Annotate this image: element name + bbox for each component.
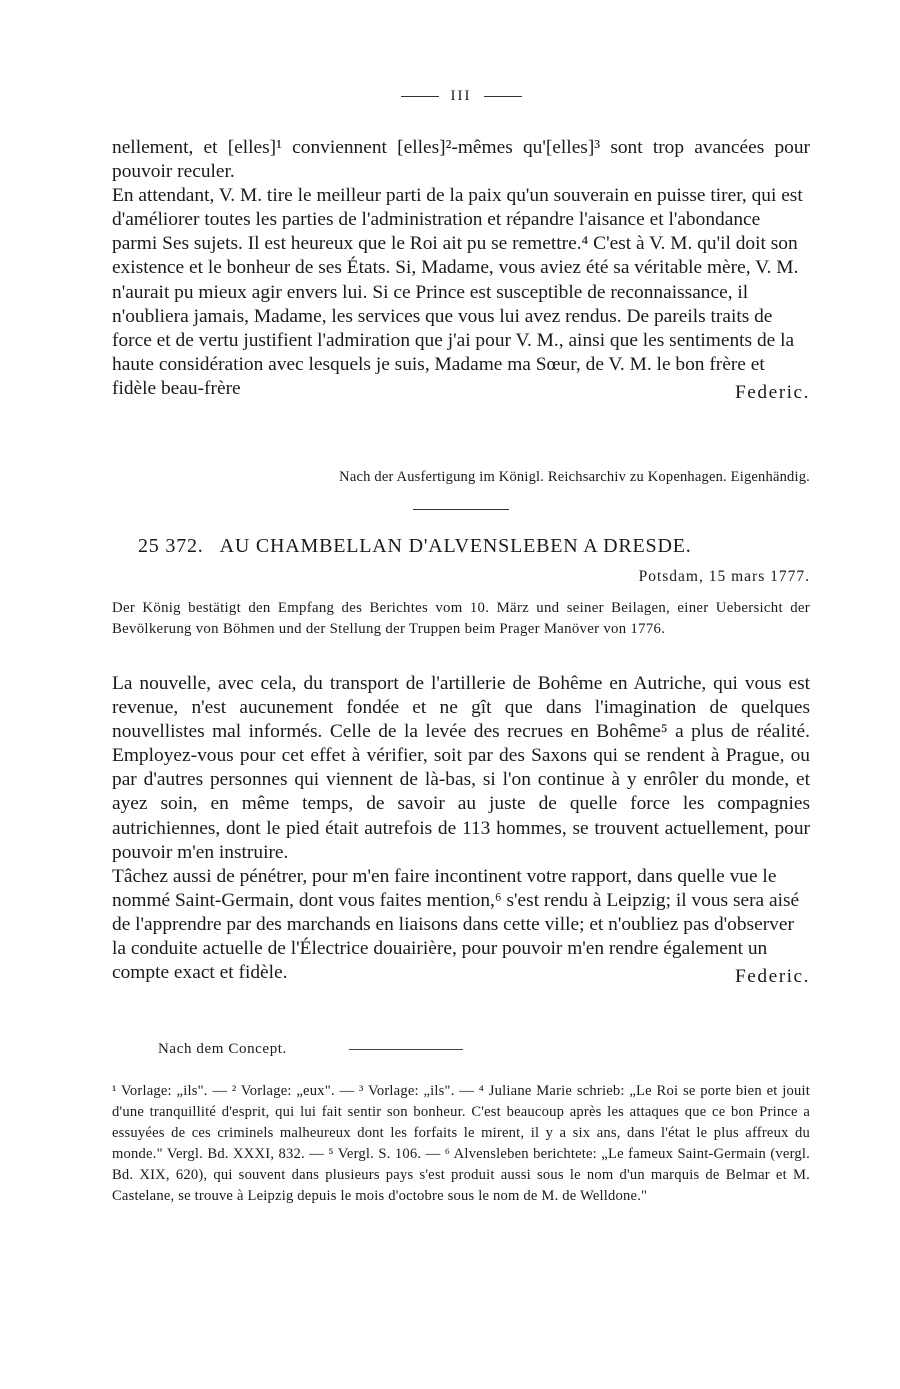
letter1-paragraph-1: nellement, et [elles]¹ conviennent [elles]²-mêmes qu'[elles]³ sont trop avancées pour pouvoir reculer. (112, 137, 810, 183)
letter2-paragraph-2: Tâchez aussi de pénétrer, pour m'en faire incontinent votre rapport, dans quelle vue le nommé Saint-Germain, dont vous faites mention,⁶ s'est rendu à Leipzig; il vous sera aisé de l'apprendre par des marchands en liaisons dans cette ville; et n'oubliez pas d'observer la conduite actuelle de l'Électrice douairière, pour pouvoir m'en rendre également un compte exact et fidèle. (112, 865, 800, 984)
section-divider (413, 509, 509, 510)
letter2-place-date (112, 568, 834, 586)
page-number (112, 88, 810, 105)
letter2-source-note: Nach dem Concept. (158, 1041, 287, 1057)
letter2-signature: Federic. (735, 966, 810, 988)
letter2-summary: Der König bestätigt den Empfang des Berichtes vom 10. März und seiner Beilagen, einer Uebersicht der Bevölkerung von Böhmen und der Stellung der Truppen beim Prager Manöver von 1776. (112, 600, 810, 637)
letter1-paragraph-2: En attendant, V. M. tire le meilleur parti de la paix qu'un souverain en puisse tirer, qui est d'améliorer toutes les parties de l'administration et répandre l'aisance et l'abondance parmi Ses sujets. Il est heureux que le Roi ait pu se remettre.⁴ C'est à V. M. qu'il doit son existence et le bonheur de ses États. Si, Madame, vous aviez été sa véritable mère, V. M. n'aurait pu mieux agir envers lui. Si ce Prince est susceptible de reconnaissance, il n'oubliera jamais, Madame, les services que vous lui avez rendus. De pareils traits de force et de vertu justifient l'admiration que j'ai pour V. M., ainsi que les sentiments de la haute considération avec lesquels je suis, Madame ma Sœur, de V. M. le bon frère et fidèle beau-frère (112, 185, 803, 399)
letter2-place: Potsdam, (638, 568, 704, 585)
page-number-dash-right (484, 96, 522, 97)
letter1-paragraph-2-wrap (112, 184, 810, 405)
page-number-dash-left (401, 96, 439, 97)
letter-number: 25 372. (138, 535, 204, 557)
page-number-text: III (450, 88, 472, 104)
footnote-divider (349, 1049, 463, 1050)
letter2-paragraph-2-wrap (112, 865, 810, 989)
letter2-source-line (158, 1041, 810, 1058)
letter-continuation (112, 136, 810, 405)
letter1-signature: Federic. (735, 381, 810, 403)
letter2-body (112, 672, 810, 989)
footnotes (112, 1081, 810, 1208)
letter-title: AU CHAMBELLAN D'ALVENSLEBEN A DRESDE. (219, 535, 692, 557)
letter2-heading (112, 535, 810, 558)
letter1-source-note: Nach der Ausfertigung im Königl. Reichsarchiv zu Kopenhagen. Eigenhändig. (339, 469, 810, 485)
letter2-date: 15 mars 1777. (708, 568, 810, 585)
footnotes-text: ¹ Vorlage: „ils". — ² Vorlage: „eux". — ³ Vorlage: „ils". — ⁴ Juliane Marie schrieb: „Le Roi se porte bien et jouit d'une tranquillité d'esprit, qui lui fait sentir son bonheur. C'est beaucoup après les attaques que ce bon Prince a essuyées de ces criminels malheureux dont les forfaits le mirent, il y a six ans, dans l'état le plus affreux du monde." Vergl. Bd. XXXI, 832. — ⁵ Vergl. S. 106. — ⁶ Alvensleben berichtete: „Le fameux Saint-Germain (vergl. Bd. XIX, 620), qui souvent dans plusieurs pays s'est produit aussi sous le nom d'un marquis de Belmar et M. Castelane, se trouve à Leipzig depuis le mois d'octobre sous le nom de M. de Welldone." (112, 1083, 810, 1205)
letter2-paragraph-1: La nouvelle, avec cela, du transport de l'artillerie de Bohême en Autriche, qui vous est revenue, n'est aucunement fondée et ne gît que dans l'imagination de quelques nouvellistes mal informés. Celle de la levée des recrues en Bohême⁵ a plus de réalité. Employez-vous pour cet effet à vérifier, soit par des Saxons qui se rendent à Prague, ou par d'autres personnes qui viennent de là-bas, si l'on continue à y enrôler du monde, et ayez soin, en même temps, de savoir au juste de quelle force les compagnies autrichiennes, dont le pied était autrefois de 113 hommes, se trouvent actuellement, pour pouvoir m'en instruire. (112, 673, 810, 863)
